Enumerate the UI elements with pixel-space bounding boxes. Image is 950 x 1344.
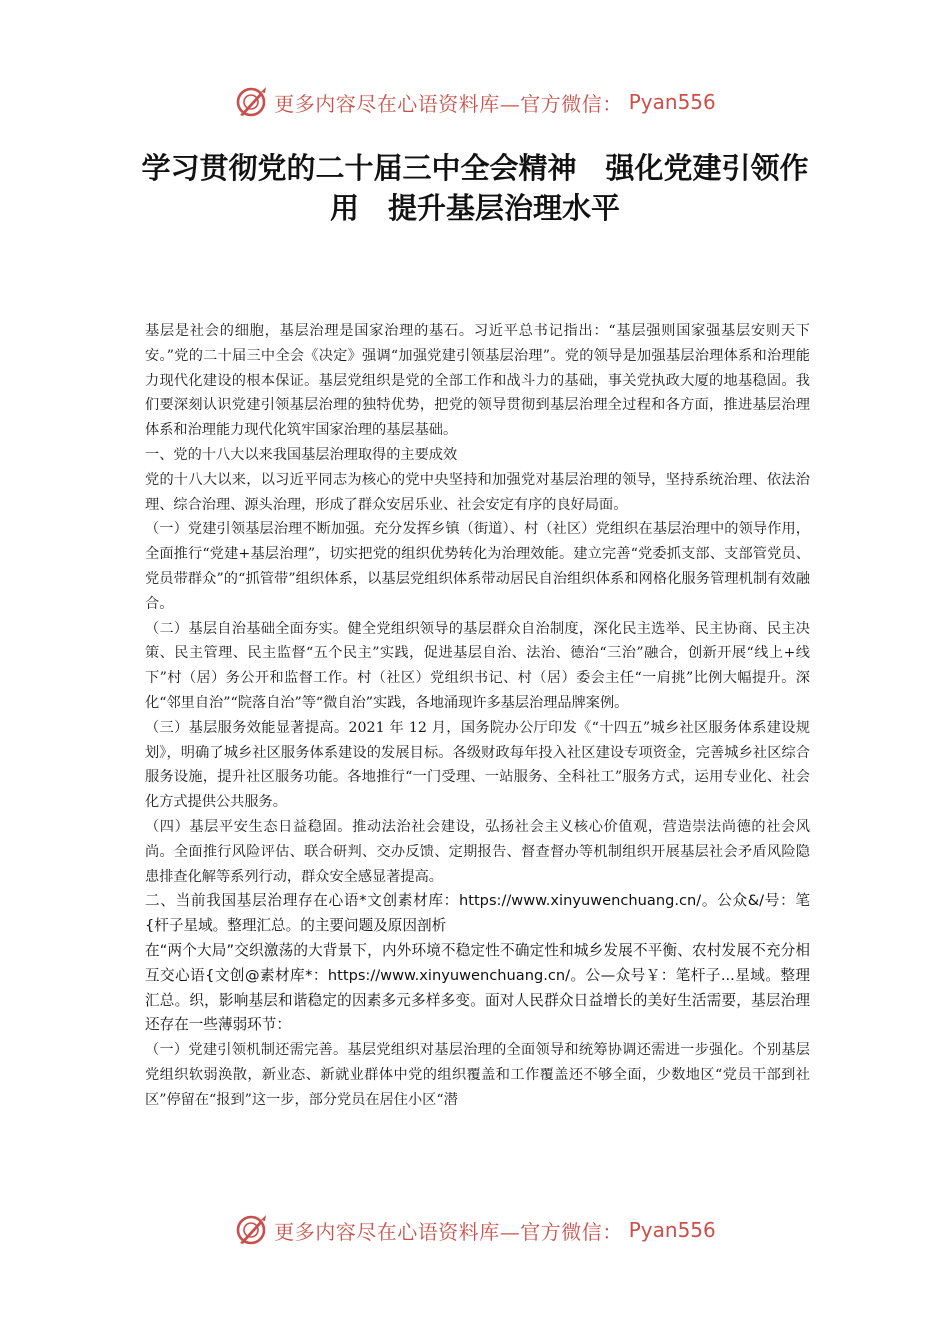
banner-text: 更多内容尽在心语资料库—官方微信： — [274, 1219, 623, 1244]
body-paragraph: （一）党建引领机制还需完善。基层党组织对基层治理的全面领导和统筹协调还需进一步强化。个别基层党组织软弱涣散，新业态、新就业群体中党的组织覆盖和工作覆盖还不够全面，少数地区“党员干部到社区”停留在“报到”这一步，部分党员在居住小区“潜 — [145, 1042, 810, 1108]
body-paragraph: （一）党建引领基层治理不断加强。充分发挥乡镇（街道）、村（社区）党组织在基层治理中的领导作用，全面推行“党建+基层治理”，切实把党的组织优势转化为治理效能。建立完善“党委抓支部、支部管党员、党员带群众”的“抓管带”组织体系，以基层党组织体系带动居民自治组织体系和网格化服务管理机制有效融合。 — [145, 521, 810, 612]
intro-paragraph: 基层是社会的细胞，基层治理是国家治理的基石。习近平总书记指出：“基层强则国家强基层安则天下安。”党的二十届三中全会《决定》强调“加强党建引领基层治理”。党的领导是加强基层治理体系和治理能力现代化建设的根本保证。基层党组织是党的全部工作和战斗力的基础，事关党执政大厦的地基稳固。我们要深刻认识党建引领基层治理的独特优势，把党的领导贯彻到基层治理全过程和各方面，推进基层治理体系和治理能力现代化筑牢国家治理的基层基础。 — [145, 323, 810, 439]
wechat-id: Pyan556 — [628, 90, 716, 114]
body-paragraph: 在“两个大局”交织激荡的大背景下，内外环境不稳定性不确定性和城乡发展不平衡、农村发展不充分相互交心语{文创@素材库*：https://www.xinyuwenchuang.cn/。公—众号￥：笔杆子...星域。整理汇总。织，影响基层和谐稳定的因素多元多样多变。面对人民群众日益增长的美好生活需要，基层治理还存在一些薄弱环节： — [145, 941, 810, 1034]
banner-text: 更多内容尽在心语资料库—官方微信： — [274, 91, 623, 116]
section-heading: 一、党的十八大以来我国基层治理取得的主要成效 — [145, 446, 458, 463]
wechat-id: Pyan556 — [628, 1218, 716, 1242]
body-paragraph: （四）基层平安生态日益稳固。推动法治社会建设，弘扬社会主义核心价值观，营造崇法尚德的社会风尚。全面推行风险评估、联合研判、交办反馈、定期报告、督查督办等机制组织开展基层社会矛盾风险隐患排查化解等系列行动，群众安全感显著提高。 — [145, 818, 810, 885]
article-body — [145, 319, 810, 1113]
quill-seal-icon — [234, 1213, 268, 1247]
body-paragraph: （二）基层自治基础全面夯实。健全党组织领导的基层群众自治制度，深化民主选举、民主协商、民主决策、民主管理、民主监督“五个民主”实践，促进基层自治、法治、德治“三治”融合，创新开展“线上+线下”村（居）务公开和监督工作。村（社区）党组织书记、村（居）委会主任“一肩挑”比例大幅提升。深化“邻里自治”“院落自治”等“微自治”实践，各地涌现许多基层治理品牌案例。 — [145, 620, 810, 711]
footer-banner — [0, 1210, 950, 1250]
quill-seal-icon — [234, 85, 268, 119]
body-paragraph: （三）基层服务效能显著提高。2021 年 12 月，国务院办公厅印发《“十四五”城乡社区服务体系建设规划》，明确了城乡社区服务体系建设的发展目标。各级财政每年投入社区建设专项资金，完善城乡社区综合服务设施，提升社区服务功能。各地推行“一门受理、一站服务、全科社工”服务方式，运用专业化、社会化方式提供公共服务。 — [145, 719, 810, 811]
section-heading: 二、当前我国基层治理存在心语*文创素材库：https://www.xinyuwenchuang.cn/。公众&/号：笔{杆子星域。整理汇总。的主要问题及原因剖析 — [145, 892, 810, 935]
body-paragraph: 党的十八大以来，以习近平同志为核心的党中央坚持和加强党对基层治理的领导，坚持系统治理、依法治理、综合治理、源头治理，形成了群众安居乐业、社会安定有序的良好局面。 — [145, 471, 810, 513]
header-banner — [0, 82, 950, 122]
page-title: 学习贯彻党的二十届三中全会精神 强化党建引领作用 提升基层治理水平 — [141, 151, 809, 225]
